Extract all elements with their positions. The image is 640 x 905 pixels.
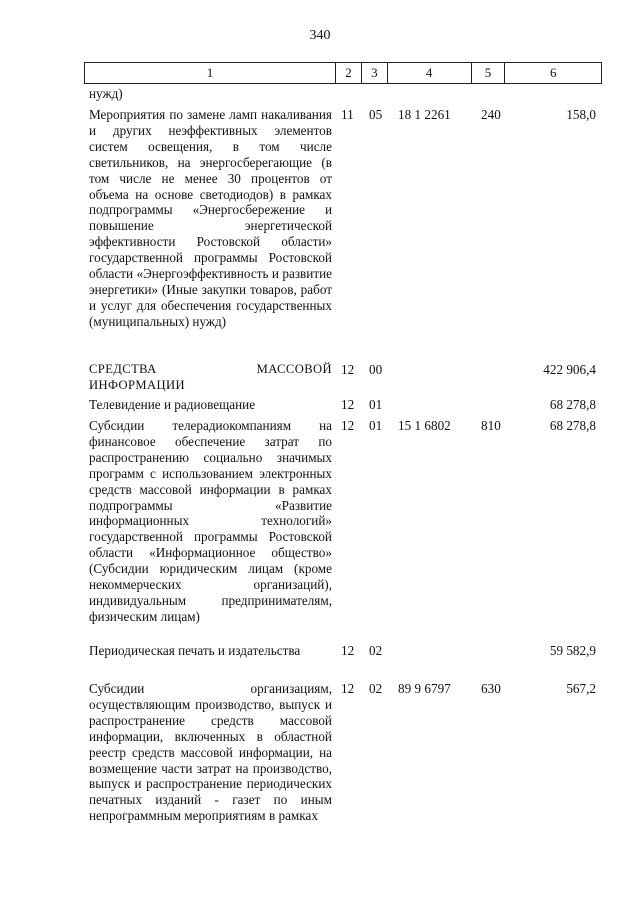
row-subsection: 05 — [369, 107, 383, 122]
row-expense-type: 810 — [481, 418, 501, 433]
row-section: 12 — [341, 643, 355, 658]
row-section: 12 — [341, 397, 355, 412]
row-sum: 158,0 — [566, 107, 596, 122]
header-col-5: 5 — [472, 63, 506, 83]
row-description: Мероприятия по замене ламп накаливания и других неэффективных элементов систем освещения, в том числе светильников, на энергосберегающие (в том числе не менее 30 процентов от объема на основе светодиодов) в рамках подпрограммы «Энергосбережение и повышение энергетической эффективности Ростовской области» государственной программы Ростовской области «Энергоэффективность и развитие энергетики» (Иные закупки товаров, работ и услуг для обеспечения государственных (муниципальных) нужд) — [89, 107, 332, 329]
row-sum: 59 582,9 — [549, 643, 596, 658]
header-col-2: 2 — [336, 63, 362, 83]
header-col-4: 4 — [388, 63, 472, 83]
row-sum: 567,2 — [566, 681, 596, 696]
row-expense-type: 240 — [481, 107, 501, 122]
row-description: Телевидение и радиовещание — [89, 397, 256, 412]
row-target-article: 18 1 2261 — [398, 107, 451, 122]
row-description: Периодическая печать и издательства — [89, 643, 301, 658]
row-description: нужд) — [89, 86, 123, 101]
row-expense-type: 630 — [481, 681, 501, 696]
row-description: СРЕДСТВА МАССОВОЙ ИНФОРМАЦИИ — [89, 362, 332, 392]
row-section: 12 — [341, 418, 355, 433]
header-col-6: 6 — [549, 65, 557, 80]
row-description: Субсидии организациям, осуществляющим производство, выпуск и распространение средств массовой информации, включенных в областной реестр средств массовой информации, на возмещение части затрат на производство, выпуск и распространение периодических печатных изданий - газет по иным непрограммным мероприятиям в рамках — [89, 681, 332, 824]
row-sum: 422 906,4 — [543, 362, 596, 377]
row-sum: 68 278,8 — [549, 397, 596, 412]
row-target-article: 15 1 6802 — [398, 418, 451, 433]
row-subsection: 01 — [369, 418, 383, 433]
row-section: 12 — [341, 681, 355, 696]
header-col-1: 1 — [85, 63, 336, 83]
row-subsection: 02 — [369, 643, 383, 658]
row-description: Субсидии телерадиокомпаниям на финансовое обеспечение затрат по распространению социально значимых программ с использованием электронных средств массовой информации в рамках подпрограммы «Развитие информационных технологий» государственной программы Ростовской области «Информационное общество» (Субсидии юридическим лицам (кроме некоммерческих организаций), индивидуальным предпринимателям, физическим лицам) — [89, 418, 332, 624]
row-section: 11 — [341, 107, 354, 122]
row-subsection: 01 — [369, 397, 383, 412]
row-subsection: 00 — [369, 362, 383, 377]
page-number: 340 — [309, 28, 331, 43]
table-header — [84, 62, 602, 84]
row-section: 12 — [341, 362, 355, 377]
header-col-3: 3 — [362, 63, 388, 83]
row-sum: 68 278,8 — [549, 418, 596, 433]
row-subsection: 02 — [369, 681, 383, 696]
row-target-article: 89 9 6797 — [398, 681, 451, 696]
